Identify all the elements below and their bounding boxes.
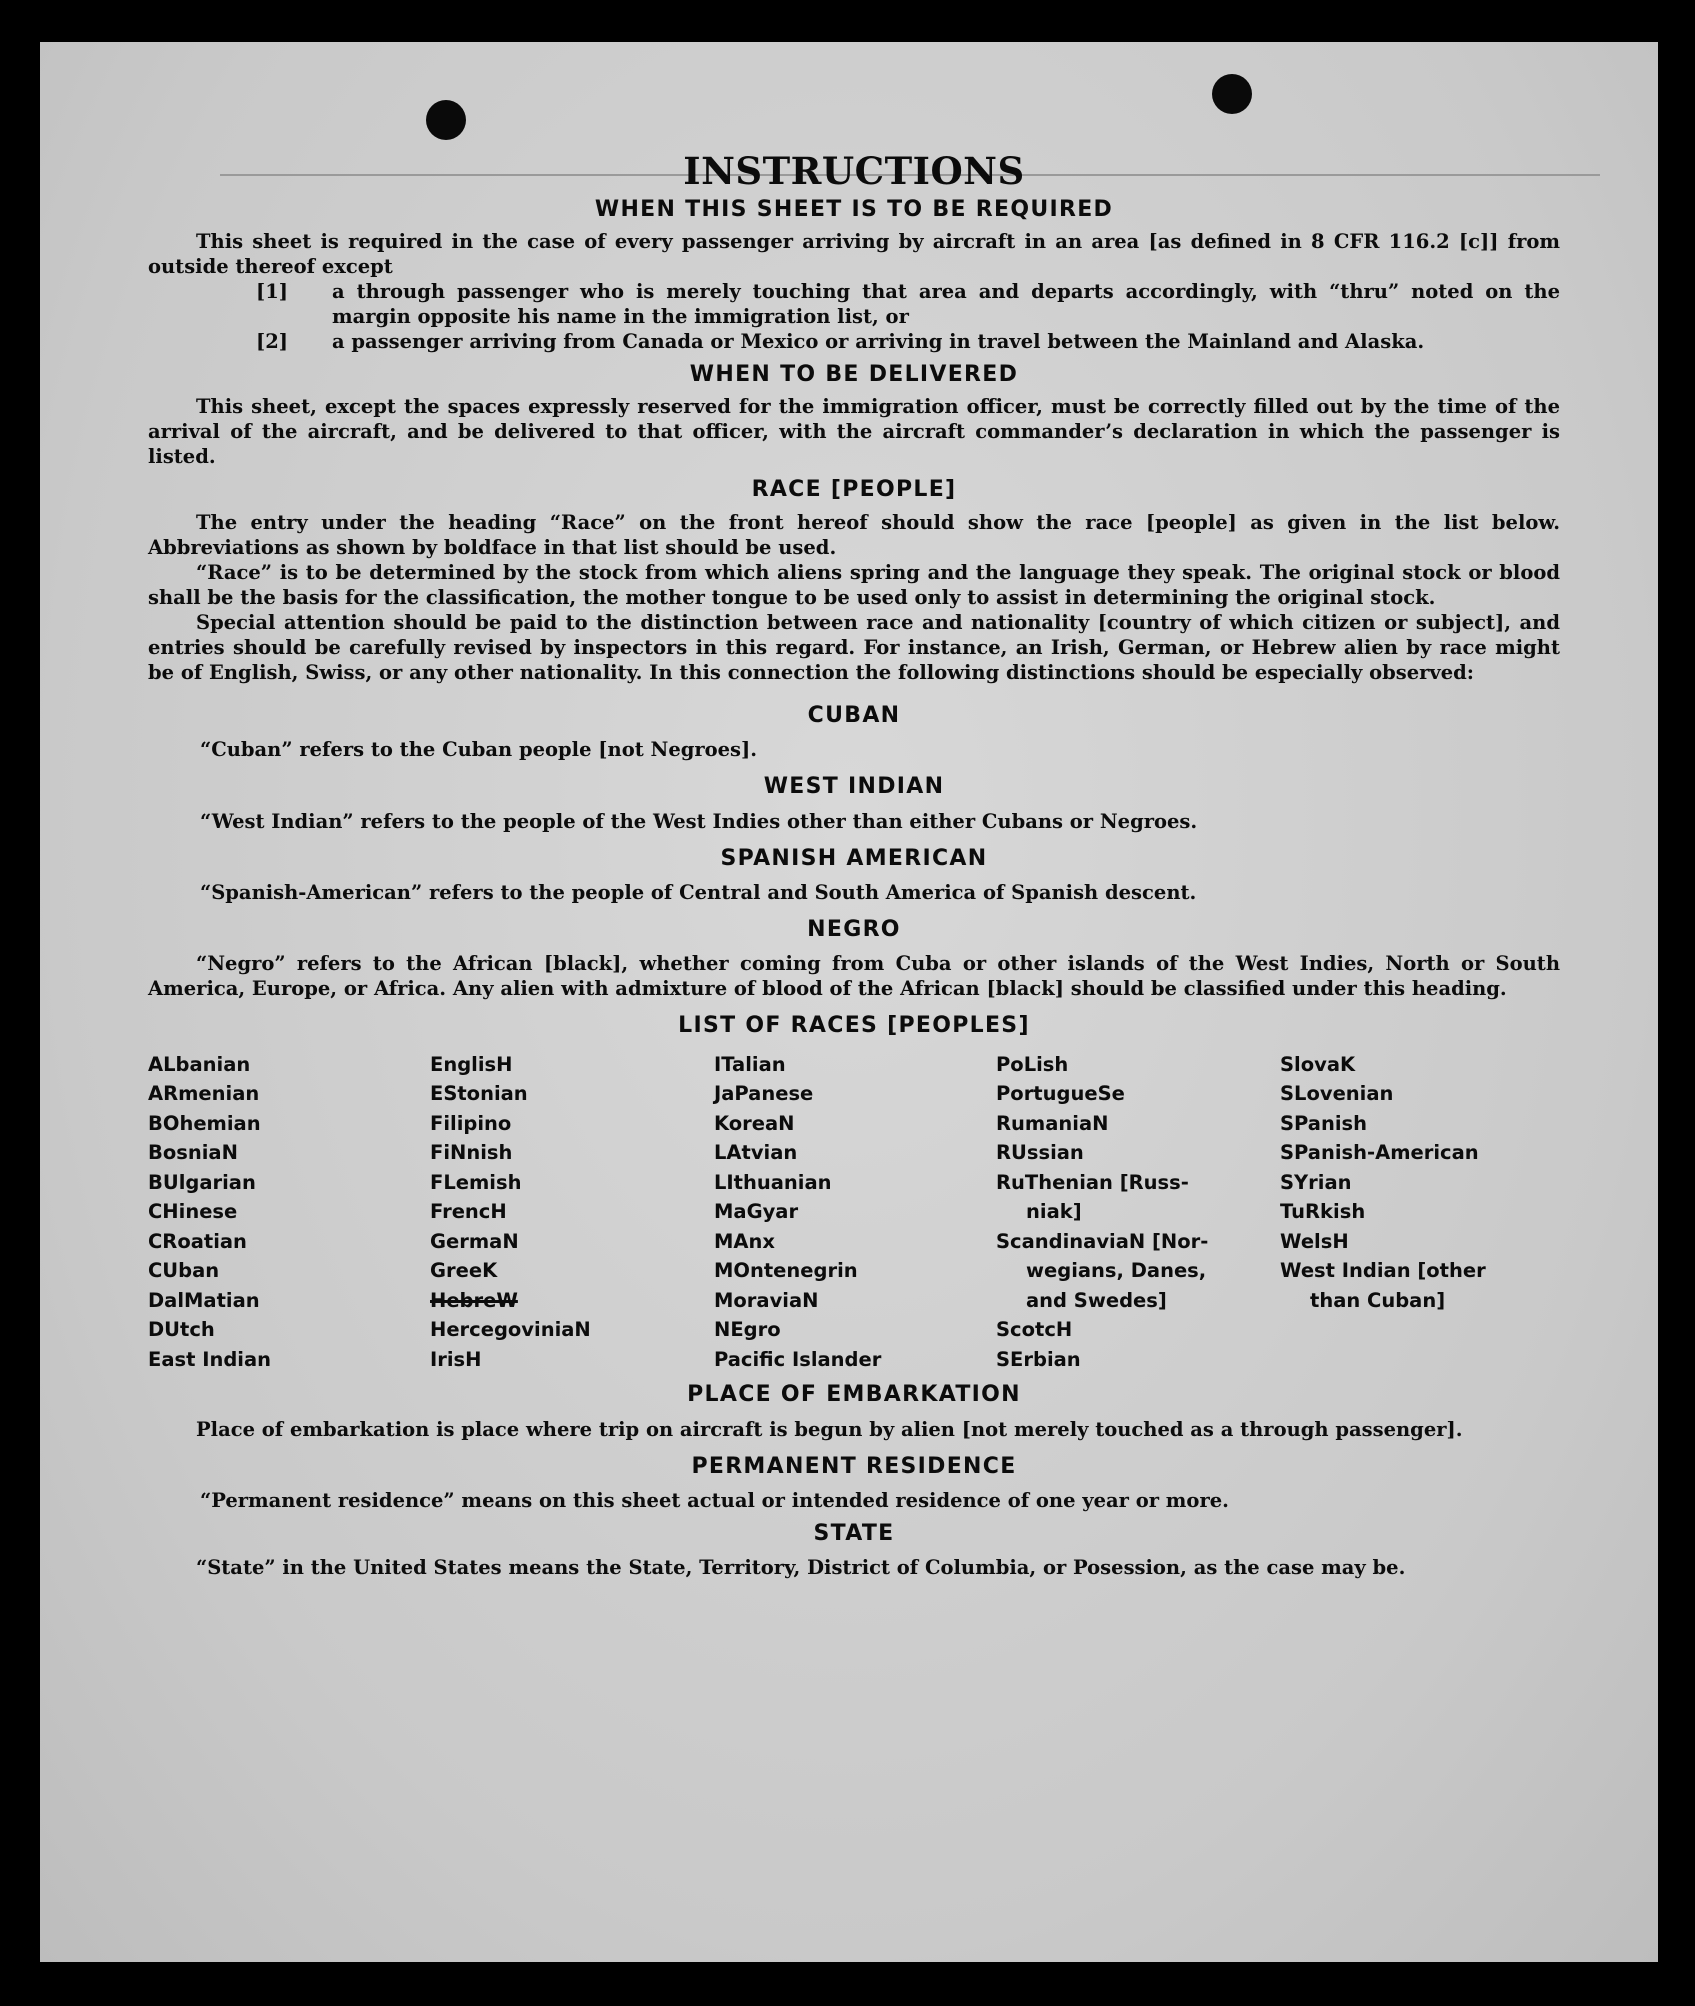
race-entry: IrisH — [430, 1347, 482, 1371]
race-entry: MAnx — [714, 1229, 775, 1253]
race-entry: EnglisH — [430, 1052, 513, 1076]
race-entry: ALbanian — [148, 1052, 251, 1076]
race-entry: ScotcH — [996, 1318, 1073, 1342]
race-entry: MaGyar — [714, 1200, 799, 1224]
race-entry: SYrian — [1280, 1170, 1352, 1194]
cuban-text: “Cuban” refers to the Cuban people [not Negroes]. — [200, 738, 758, 762]
heading-spanish-american: SPANISH AMERICAN — [720, 845, 988, 871]
heading-place-of-embarkation: PLACE OF EMBARKATION — [687, 1382, 1021, 1408]
race-entry: KoreaN — [714, 1111, 795, 1135]
race-entry: SErbian — [996, 1347, 1081, 1371]
instructions-body — [148, 150, 1560, 1580]
race-entry: RUssian — [996, 1141, 1084, 1165]
race-entry: JaPanese — [714, 1082, 814, 1106]
race-entry: CUban — [148, 1259, 220, 1283]
race-entry-continued: niak] — [1026, 1200, 1082, 1224]
race-entry: CHinese — [148, 1200, 238, 1224]
state-text: “State” in the United States means the State, Territory, District of Columbia, or Posession, as the case may be. — [196, 1556, 1406, 1580]
race-entry: Filipino — [430, 1111, 512, 1135]
race-paragraph-2: “Race” is to be determined by the stock from which aliens spring and the language they speak. The original stock or blood shall be the basis for the classification, the mother tongue to be used only to assist in determining the original stock. — [148, 560, 1560, 609]
race-entry: HercegoviniaN — [430, 1318, 591, 1342]
race-entry: ITalian — [714, 1052, 786, 1076]
race-entry: LIthuanian — [714, 1170, 832, 1194]
race-entry: ScandinaviaN [Nor- — [996, 1229, 1209, 1253]
race-column-4 — [996, 1050, 1280, 1375]
race-entry: SPanish — [1280, 1111, 1368, 1135]
exception-item-number: [2] — [256, 329, 289, 353]
spanish-american-text: “Spanish-American” refers to the people of Central and South America of Spanish descent. — [200, 880, 1197, 904]
race-paragraph-3: Special attention should be paid to the distinction between race and nationality [country of which citizen or subject], and entries should be carefully revised by inspectors in this regard. For instance, an Irish, German, or Hebrew alien by race might be of English, Swiss, or any other nationality. In this connection the following distinctions should be especially observed: — [148, 610, 1560, 684]
race-entry: SlovaK — [1280, 1052, 1356, 1076]
race-entry: PortugueSe — [996, 1082, 1125, 1106]
punch-hole-left — [426, 100, 466, 140]
race-entry: SLovenian — [1280, 1082, 1394, 1106]
race-entry: GreeK — [430, 1259, 498, 1283]
race-list — [148, 1050, 1560, 1375]
race-entry: BUlgarian — [148, 1170, 256, 1194]
race-entry: BosniaN — [148, 1141, 238, 1165]
race-entry: MOntenegrin — [714, 1259, 858, 1283]
race-entry: West Indian [other — [1280, 1259, 1486, 1283]
when-delivered-text: This sheet, except the spaces expressly reserved for the immigration officer, must be correctly filled out by the time of the arrival of the aircraft, and be delivered to that officer, with the aircraft commander’s declaration in which the passenger is listed. — [148, 395, 1560, 469]
race-entry-continued: than Cuban] — [1310, 1288, 1446, 1312]
race-entry: WelsH — [1280, 1229, 1349, 1253]
heading-when-delivered: WHEN TO BE DELIVERED — [689, 361, 1019, 387]
race-entry: EStonian — [430, 1082, 528, 1106]
exception-item-number: [1] — [256, 279, 289, 303]
heading-when-required: WHEN THIS SHEET IS TO BE REQUIRED — [594, 196, 1114, 222]
race-entry: TuRkish — [1280, 1200, 1366, 1224]
race-entry: DUtch — [148, 1318, 215, 1342]
document-page — [40, 42, 1658, 1962]
page-title: INSTRUCTIONS — [683, 149, 1025, 193]
race-entry-struck: HebreW — [430, 1288, 518, 1312]
race-entry: Pacific Islander — [714, 1347, 882, 1371]
race-entry-continued: wegians, Danes, — [1026, 1259, 1207, 1283]
race-entry: CRoatian — [148, 1229, 247, 1253]
race-entry: DalMatian — [148, 1288, 260, 1312]
permanent-residence-text: “Permanent residence” means on this sheet actual or intended residence of one year or more. — [200, 1488, 1229, 1512]
heading-list-of-races: LIST OF RACES [PEOPLES] — [678, 1013, 1030, 1039]
exception-item-2 — [148, 329, 1560, 354]
race-entry: SPanish-American — [1280, 1141, 1479, 1165]
race-entry: FLemish — [430, 1170, 522, 1194]
heading-state: STATE — [813, 1520, 895, 1546]
when-required-intro: This sheet is required in the case of every passenger arriving by aircraft in an area [as defined in 8 CFR 116.2 [c]] from outside thereof except — [148, 229, 1560, 278]
punch-hole-right — [1212, 74, 1252, 114]
race-entry: PoLish — [996, 1052, 1069, 1076]
race-entry: FiNnish — [430, 1141, 513, 1165]
race-entry: LAtvian — [714, 1141, 798, 1165]
race-column-3 — [714, 1050, 996, 1375]
heading-west-indian: WEST INDIAN — [763, 774, 945, 800]
race-entry: ARmenian — [148, 1082, 260, 1106]
exception-item-1 — [148, 279, 1560, 329]
race-column-5 — [1280, 1050, 1550, 1375]
race-entry: NEgro — [714, 1318, 781, 1342]
race-entry: MoraviaN — [714, 1288, 819, 1312]
exception-item-text: a through passenger who is merely touching that area and departs accordingly, with “thru” noted on the margin opposite his name in the immigration list, or — [332, 279, 1560, 328]
heading-negro: NEGRO — [807, 916, 901, 942]
race-entry: RumaniaN — [996, 1111, 1109, 1135]
heading-cuban: CUBAN — [807, 702, 901, 728]
heading-race: RACE [PEOPLE] — [751, 477, 957, 503]
race-entry: FrencH — [430, 1200, 507, 1224]
race-column-1 — [148, 1050, 430, 1375]
race-entry: RuThenian [Russ- — [996, 1170, 1189, 1194]
heading-permanent-residence: PERMANENT RESIDENCE — [691, 1453, 1017, 1479]
embarkation-text: Place of embarkation is place where trip on aircraft is begun by alien [not merely touched as a through passenger]. — [196, 1417, 1463, 1441]
race-paragraph-1: The entry under the heading “Race” on the front hereof should show the race [people] as given in the list below. Abbreviations as shown by boldface in that list should be used. — [148, 510, 1560, 559]
west-indian-text: “West Indian” refers to the people of the West Indies other than either Cubans or Negroes. — [200, 809, 1198, 833]
race-column-2 — [430, 1050, 714, 1375]
race-entry-continued: and Swedes] — [1026, 1288, 1167, 1312]
race-entry: BOhemian — [148, 1111, 261, 1135]
race-entry: GermaN — [430, 1229, 519, 1253]
exception-item-text: a passenger arriving from Canada or Mexico or arriving in travel between the Mainland and Alaska. — [332, 329, 1425, 353]
negro-text: “Negro” refers to the African [black], whether coming from Cuba or other islands of the West Indies, North or South America, Europe, or Africa. Any alien with admixture of blood of the African [black] should be classified under this heading. — [148, 952, 1560, 1001]
race-entry: East Indian — [148, 1347, 272, 1371]
